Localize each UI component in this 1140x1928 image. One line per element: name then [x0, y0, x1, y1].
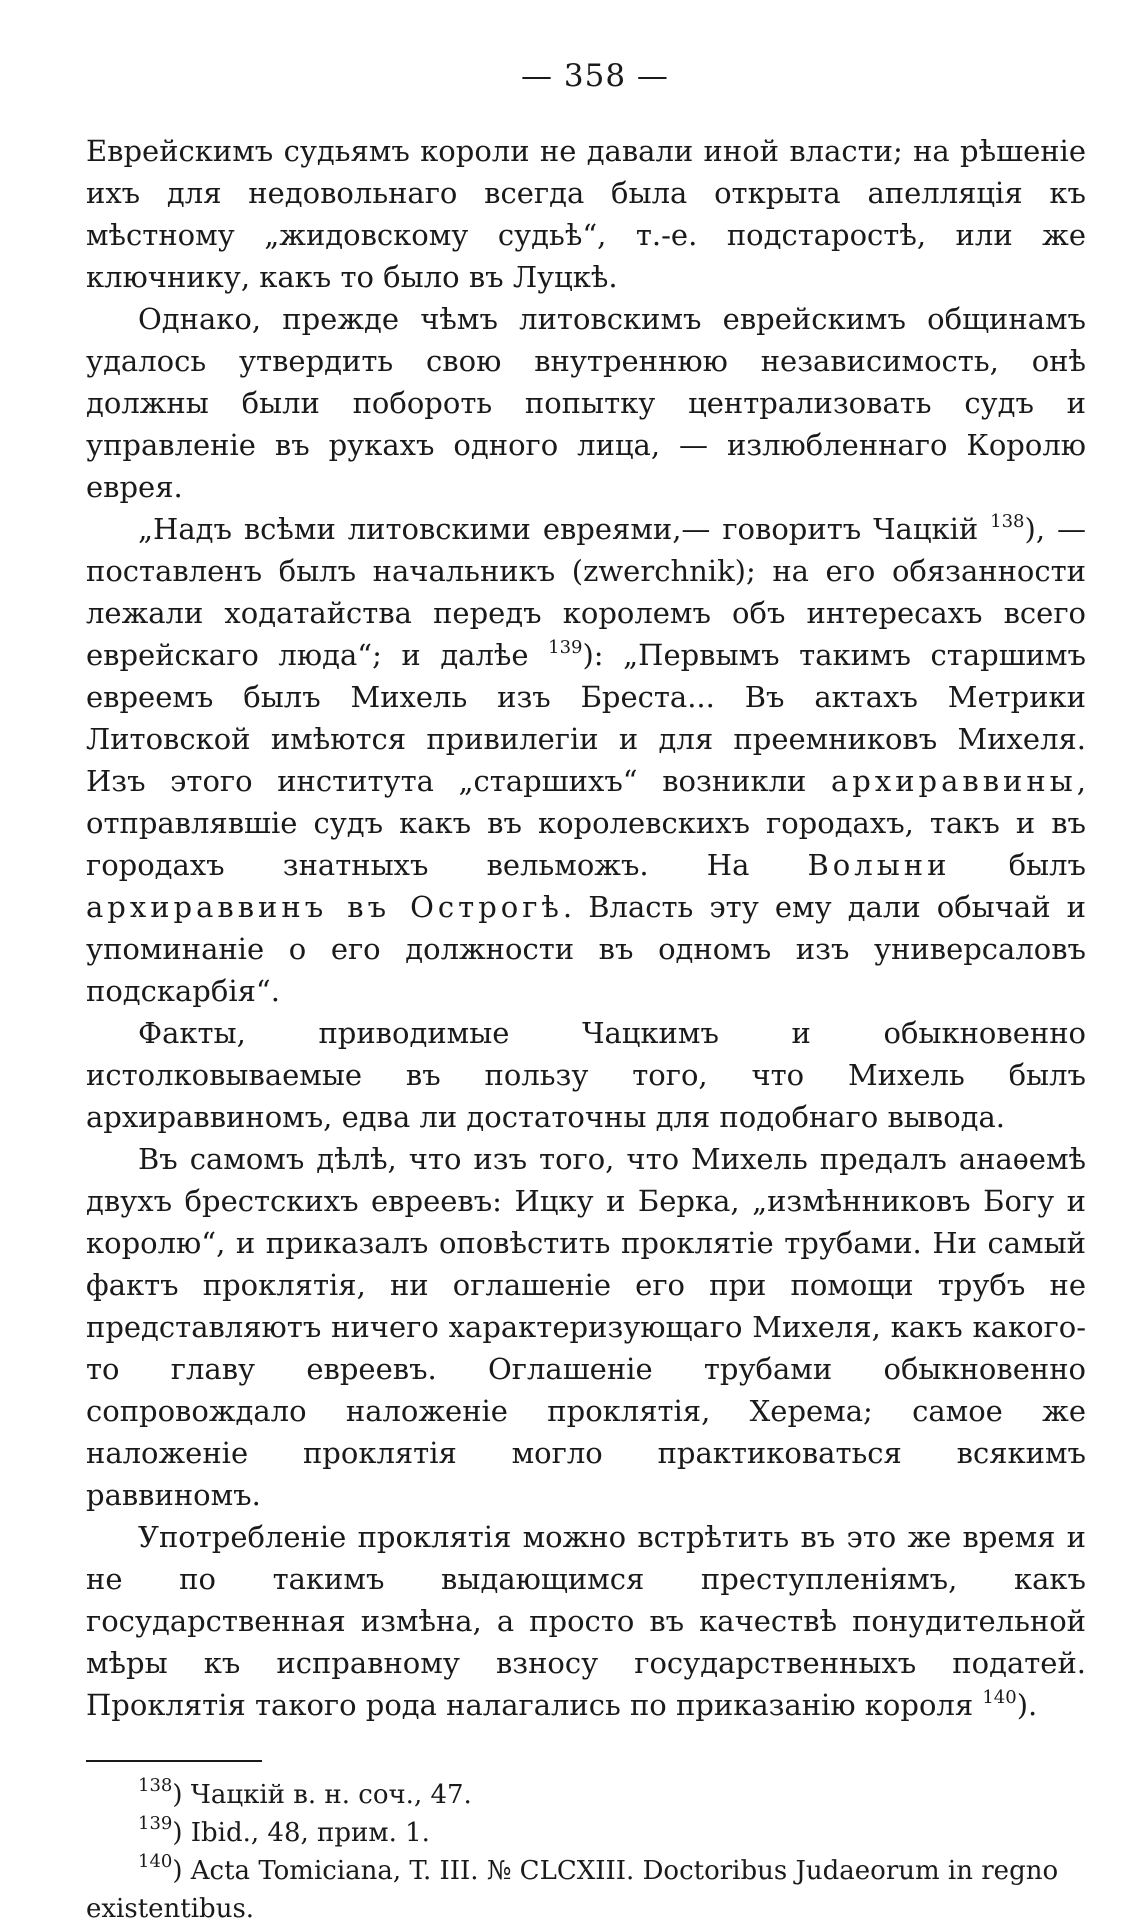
paragraph-4: Факты, приводимые Чацкимъ и обыкновенно истолковываемые въ пользу того, что Михель былъ архираввиномъ, едва ли достаточны для подобнаго вывода. [86, 1016, 1086, 1134]
paragraph-5: Въ самомъ дѣлѣ, что изъ того, что Михель предалъ анаѳемѣ двухъ брестскихъ евреевъ: Ицку и Берка, „измѣнниковъ Богу и королю“, и приказалъ оповѣстить проклятіе трубами. Ни самый фактъ проклятія, ни оглашеніе его при помощи трубъ не представляютъ ничего характеризующаго Михеля, какъ какого-то главу евреевъ. Оглашеніе трубами обыкновенно сопровождало наложеніе проклятія, Херема; самое же наложеніе проклятія могло практиковаться всякимъ раввиномъ. [86, 1142, 1086, 1512]
paragraph-1: Еврейскимъ судьямъ короли не давали иной власти; на рѣшеніе ихъ для недовольнаго всегда была открыта апелляція къ мѣстному „жидовскому судьѣ“, т.-е. подстаростѣ, или же ключнику, какъ то было въ Луцкѣ. [86, 134, 1086, 294]
paragraph-3-text-b: ), — поставленъ былъ начальникъ (zwerchnik); на его обязанности лежали ходатайства передъ королемъ объ интересахъ всего еврейскаго люда“; и далѣе [86, 512, 1086, 672]
footnote-number: 140 [138, 1851, 173, 1872]
footnote-text: ) Чацкій в. н. соч., 47. [172, 1780, 472, 1810]
paragraph-3-text-c: ): „Первымъ такимъ старшимъ евреемъ былъ Михель изъ Бреста... Въ актахъ Метрики Литовской имѣются привилегіи и для преемниковъ Михеля. Изъ этого института „старшихъ“ возникли [86, 638, 1086, 798]
paragraph-3-text-d: , отправлявшіе судъ какъ въ королевскихъ городахъ, такъ и въ городахъ знатныхъ вельможъ. На [86, 764, 1086, 882]
spaced-term-volhynia: Волыни [807, 848, 951, 882]
paragraph-3-text-f: . Власть эту ему дали обычай и упоминаніе о его должности въ одномъ изъ универсаловъ подскарбія“. [86, 890, 1086, 1008]
page-number: — 358 — [521, 58, 669, 94]
paragraph-3-text-e: былъ [950, 848, 1086, 882]
body-text [86, 130, 1086, 1726]
footnote-ref-138: 138 [990, 511, 1025, 532]
footnote-divider [86, 1760, 262, 1762]
paragraph-6-text-b: ). [1016, 1688, 1038, 1722]
paragraph-6 [86, 1516, 1086, 1726]
paragraph-3 [86, 508, 1086, 1012]
paragraph-6-text-a: Употребленіе проклятія можно встрѣтить въ это же время и не по такимъ выдающимся преступленіямъ, какъ государственная измѣна, а просто въ качествѣ понудительной мѣры къ исправному взносу государственныхъ податей. Проклятія такого рода налагались по приказанію короля [86, 1520, 1086, 1722]
paragraph-3-text-a: „Надъ всѣми литовскими евреями,— говоритъ Чацкій [138, 512, 991, 546]
footnote-139 [86, 1814, 1086, 1852]
spaced-term-archirabbis: архираввины [830, 764, 1077, 798]
footnote-ref-139: 139 [548, 637, 583, 658]
book-page [86, 58, 1086, 1924]
footnote-text: ) Acta Tomiciana, T. III. № CLCXIII. Doctoribus Judaeorum in regno existentibus. [86, 1856, 1059, 1924]
paragraph-2: Однако, прежде чѣмъ литовскимъ еврейскимъ общинамъ удалось утвердить свою внутреннюю независимость, онѣ должны были побороть попытку централизовать судъ и управленіе въ рукахъ одного лица, — излюбленнаго Королю еврея. [86, 302, 1086, 504]
footnote-ref-140: 140 [982, 1687, 1017, 1708]
footnote-138 [86, 1776, 1086, 1814]
footnote-140 [86, 1852, 1086, 1928]
spaced-term-ostrog: архираввинъ въ Острогѣ [86, 890, 563, 924]
footnote-text: ) Ibid., 48, прим. 1. [172, 1818, 430, 1848]
footnote-number: 139 [138, 1813, 173, 1834]
footnotes [86, 1776, 1086, 1928]
footnote-number: 138 [138, 1775, 173, 1796]
